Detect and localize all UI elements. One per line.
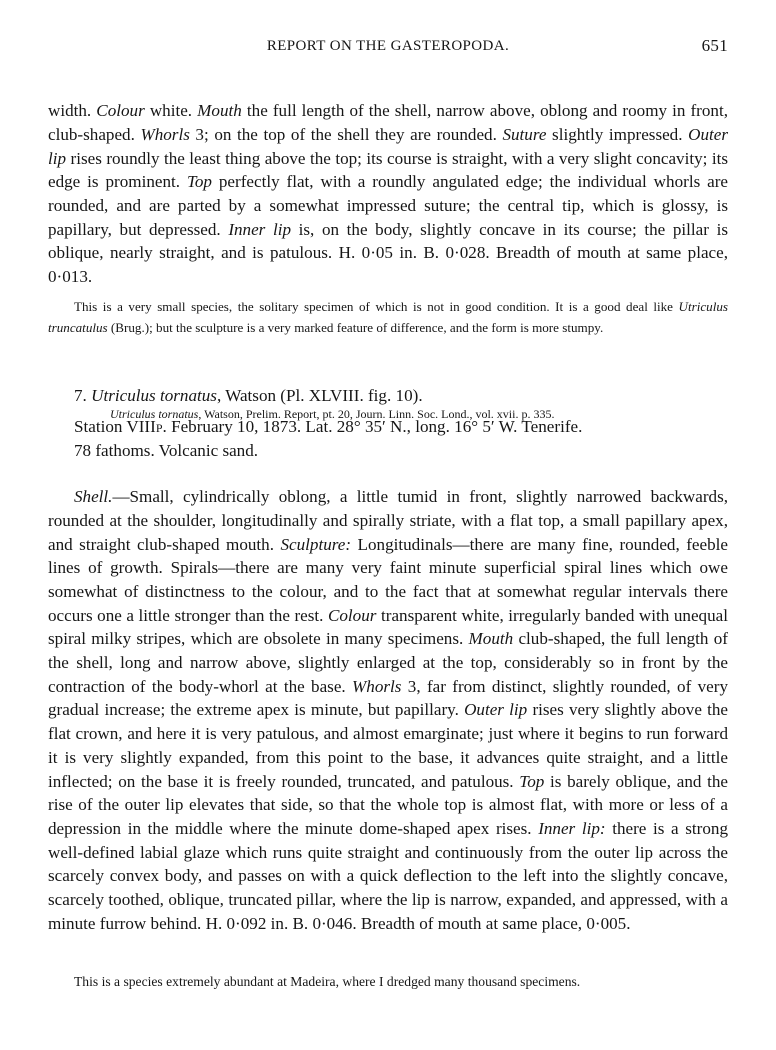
running-title: REPORT ON THE GASTEROPODA.	[266, 38, 510, 54]
italic-term: Inner lip	[228, 219, 292, 239]
small-caps-text: p	[155, 417, 163, 436]
depth-line: 78 fathoms. Volcanic sand.	[74, 440, 259, 460]
italic-term: Mouth	[468, 629, 514, 649]
italic-term: Sculpture:	[280, 534, 352, 554]
italic-term: Inner lip:	[538, 818, 606, 838]
italic-term: Utriculus tornatus	[110, 407, 199, 421]
species-name: Utriculus tornatus	[91, 386, 217, 406]
italic-term: Whorls	[352, 676, 402, 696]
italic-term: Outer lip	[464, 700, 528, 720]
italic-term: Colour	[96, 101, 145, 121]
running-header	[48, 38, 728, 60]
station-line: Station VIIIp. February 10, 1873. Lat. 28° 35′ N., long. 16° 5′ W. Tenerife.	[74, 417, 583, 436]
italic-term: Suture	[502, 124, 547, 144]
paragraph-shell-description: Shell.—Small, cylindrically oblong, a little tumid in front, slightly narrowed backwards, rounded at the shoulder, longitudinally and spirally striate, with a flat top, a small papillary apex, and straight club-shaped mouth. Sculpture: Longitudinals—there are many fine, rounded, feeble lines of growth. Spirals—there are many very faint minute superficial spiral lines which owe somewhat of distinctness to the colour, and to the fact that at somewhat regular intervals there occurs one a little stronger than the rest. Colour transparent white, irregularly banded with unequal spiral milky stripes, which are obsolete in many specimens. Mouth club-shaped, the full length of the shell, long and narrow above, slightly enlarged at the top, considerably so in front by the contraction of the body-whorl at the base. Whorls 3, far from distinct, slightly rounded, of very gradual increase; the extreme apex is minute, but papillary. Outer lip rises very slightly above the flat crown, and here it is very patulous, and almost emarginate; just where it begins to run forward it is very slightly expanded, from this point to the base, it advances quite straight, and a little inflected; on the base it is freely rounded, truncated, and patulous. Top is barely oblique, and the rise of the outer lip elevates that side, so that the whole top is almost flat, with more or less of a depression in the middle where the minute dome-shaped apex rises. Inner lip: there is a strong well-defined labial glaze which runs quite straight and continuously from the outer lip across the scarcely convex body, and passes on with a quick deflection to the left into the slightly concave, scarcely toothed, oblique, truncated pillar, where the lip is narrow, expanded, and appressed, with a minute furrow behind. H. 0·092 in. B. 0·046. Breadth of mouth at same place, 0·005.	[48, 487, 729, 933]
italic-term: Whorls	[140, 124, 190, 144]
italic-term: Outer lip	[48, 124, 728, 168]
note-paragraph-comparison: This is a very small species, the solitary specimen of which is not in good condition. It is a good deal like Utriculus truncatulus (Brug.); but the sculpture is a very marked feature of difference, and the form is more stumpy.	[48, 299, 728, 335]
italic-term: Top	[519, 771, 545, 791]
italic-term: Colour	[327, 605, 377, 625]
species-heading	[48, 384, 728, 408]
station-record	[48, 415, 728, 462]
page-number: 651	[701, 36, 728, 55]
italic-term: Shell.	[74, 487, 113, 507]
species-number: 7.	[74, 386, 87, 406]
note-paragraph-abundance: This is a species extremely abundant at Madeira, where I dredged many thousand specimens.	[74, 973, 581, 989]
italic-term: Top	[186, 172, 212, 192]
italic-term: Mouth	[197, 101, 242, 121]
species-authority: , Watson (Pl. XLVIII. fig. 10).	[216, 386, 423, 406]
synonymy-reference: Utriculus tornatus, Watson, Prelim. Report, pt. 20, Journ. Linn. Soc. Lond., vol. xvii. p. 335.	[110, 407, 555, 421]
paragraph-description-continued: width. Colour white. Mouth the full length of the shell, narrow above, oblong and roomy in front, club-shaped. Whorls 3; on the top of the shell they are rounded. Suture slightly impressed. Outer lip rises roundly the least thing above the top; its course is straight, with a very slight concavity; its edge is prominent. Top perfectly flat, with a roundly angulated edge; the individual whorls are rounded, and are parted by a somewhat impressed suture; the central tip, which is glossy, is papillary, but depressed. Inner lip is, on the body, slightly concave in its course; the pillar is oblique, nearly straight, and is patulous. H. 0·05 in. B. 0·028. Breadth of mouth at same place, 0·013.	[48, 101, 728, 287]
italic-term: Utriculus truncatulus	[48, 299, 728, 335]
